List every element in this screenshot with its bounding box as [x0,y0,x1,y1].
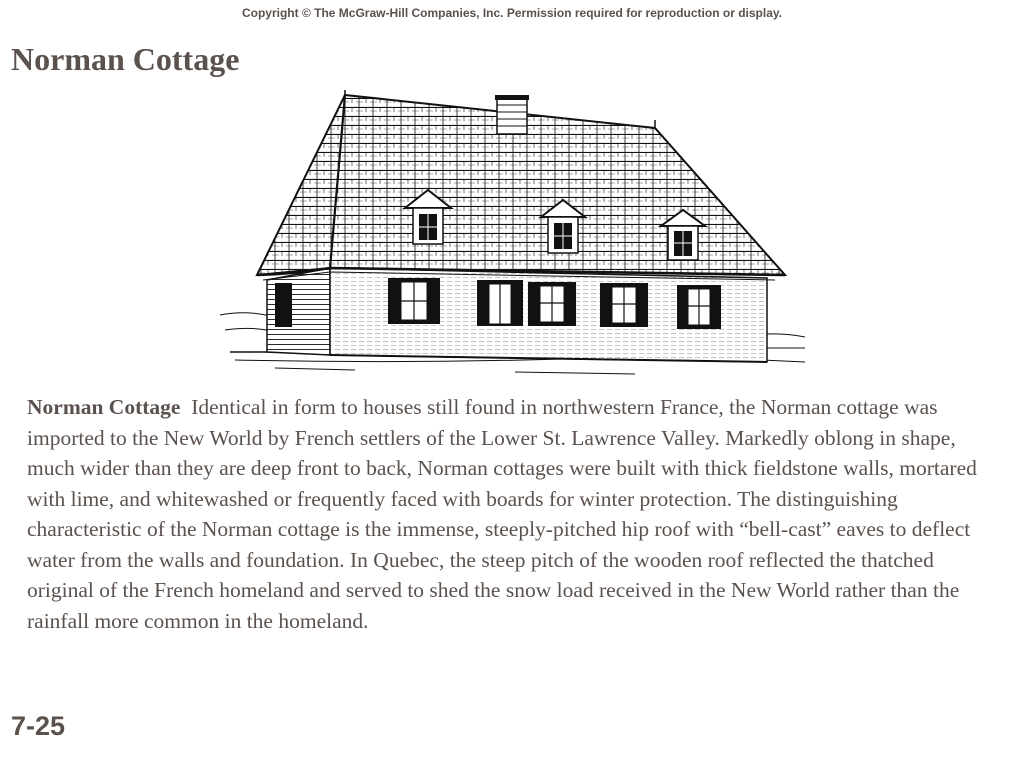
slide-number: 7-25 [11,711,66,741]
front-window-2 [528,282,576,326]
front-window-4 [677,285,721,329]
copyright-notice: Copyright © The McGraw-Hill Companies, Inc. Permission required for reproduction or display. [241,6,783,20]
side-window [275,283,292,327]
caption [27,392,1002,636]
door [477,280,523,326]
caption-body: Identical in form to houses still found in northwestern France, the Norman cottage was imported to the New World by French settlers of the Lower St. Lawrence Valley. Markedly oblong in shape, much wider than they are deep front to back, Norman cottages were built with thick fieldstone walls, mortared with lime, and whitewashed or frequently faced with boards for winter protection. The distinguishing characteristic of the Norman cottage is the immense, steeply-pitched hip roof with “bell-cast” eaves to deflect water from the walls and foundation. In Quebec, the steep pitch of the wooden roof reflected the thatched original of the French homeland and served to shed the snow load received in the New World rather than the rainfall more common in the homeland. [27,395,977,633]
front-window-3 [600,283,648,327]
norman-cottage-illustration [215,90,810,390]
front-window-1 [388,278,440,324]
slide-title: Norman Cottage [11,41,240,77]
chimney [495,95,529,134]
caption-lead: Norman Cottage [27,395,181,419]
